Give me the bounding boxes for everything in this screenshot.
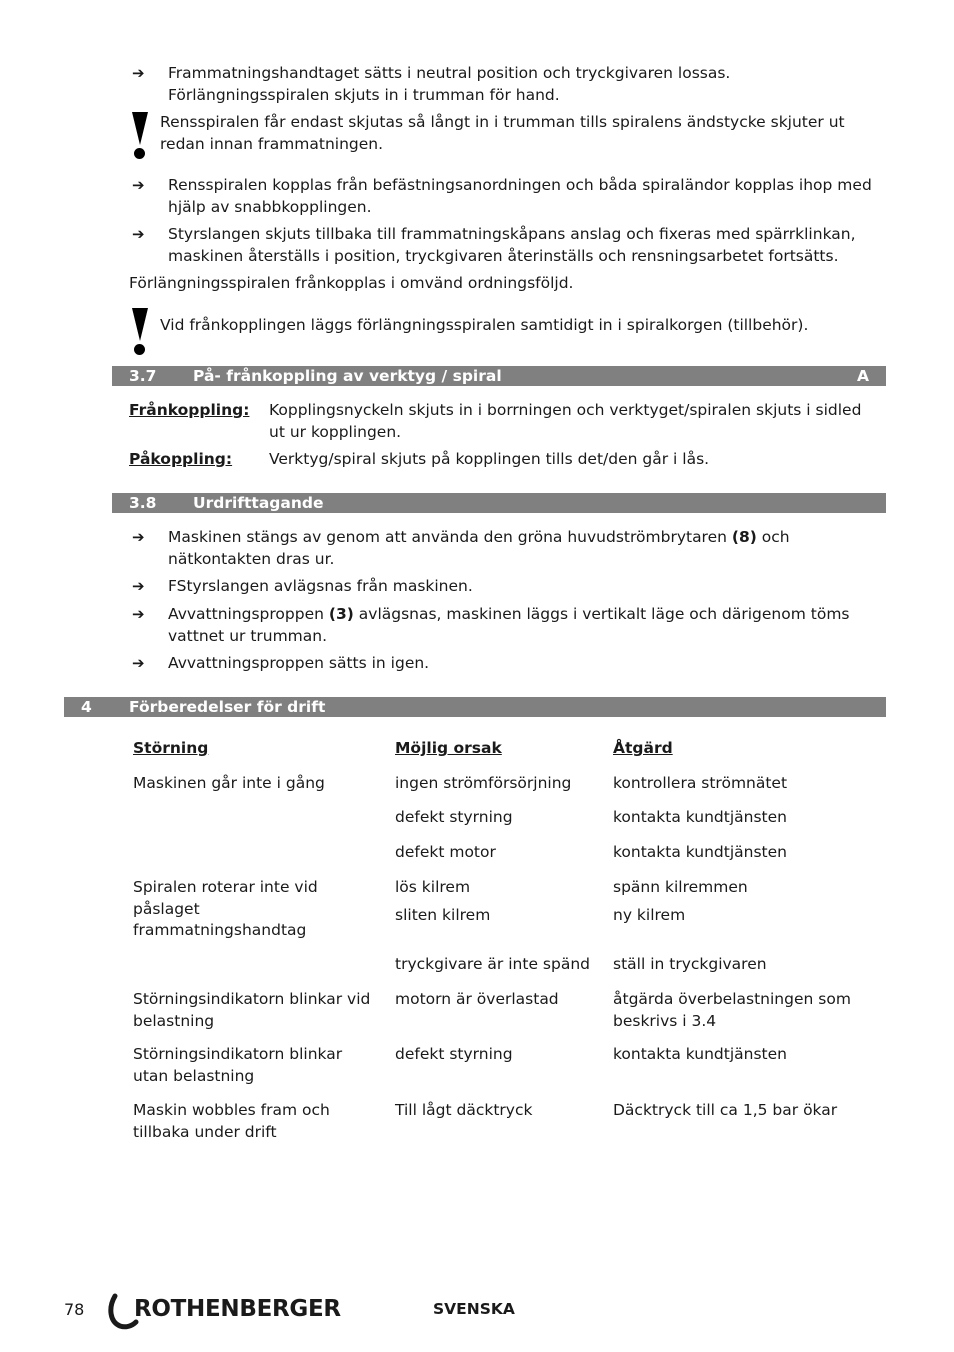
bullet-text: Styrslangen skjuts tillbaka till frammatningskåpans anslag och fixeras med spärrklinkan, maskinen återställs i position, tryckgivaren återinställs och rensningsarbetet fortsätts. — [168, 225, 856, 265]
table-cell: tryckgivare är inte spänd — [395, 955, 590, 973]
bullet-text: Rensspiralen kopplas från befästningsanordningen och båda spiraländor kopplas ihop med hjälp av snabbkopplingen. — [168, 176, 872, 216]
arrow-icon: ➔ — [132, 654, 145, 672]
table-cell: kontakta kundtjänsten — [613, 1045, 787, 1063]
table-cell: Störningsindikatorn blinkar vid belastning — [133, 990, 371, 1030]
arrow-icon: ➔ — [132, 528, 145, 546]
bullet-text — [168, 527, 818, 570]
table-cell: Maskinen går inte i gång — [133, 774, 325, 792]
arrow-icon: ➔ — [132, 64, 145, 82]
term-label: Påkoppling: — [129, 450, 233, 468]
reference-number: (8) — [731, 528, 757, 546]
brand-logo-text: ROTHENBERGER — [134, 1296, 341, 1322]
section-heading-3-8 — [112, 493, 886, 513]
table-cell: ställ in tryckgivaren — [613, 955, 767, 973]
table-header: Möjlig orsak — [395, 739, 502, 757]
section-heading-4 — [64, 697, 886, 717]
table-cell: Störningsindikatorn blinkar utan belastning — [133, 1045, 343, 1085]
section-title: Urdrifttagande — [193, 494, 324, 512]
warning-icon — [131, 112, 149, 159]
paragraph: Förlängningsspiralen frånkopplas i omvänd ordningsföljd. — [129, 274, 574, 292]
bullet-text-part: och nätkontakten dras ur. — [168, 528, 790, 568]
table-cell: åtgärda överbelastningen som beskrivs i 3.4 — [613, 990, 851, 1030]
table-cell: sliten kilrem — [395, 906, 491, 924]
term-label: Frånkoppling: — [129, 401, 250, 419]
section-number: 4 — [81, 698, 92, 716]
table-cell: ingen strömförsörjning — [395, 774, 572, 792]
term-description: Kopplingsnyckeln skjuts in i borrningen och verktyget/spiralen skjuts i sidled ut ur kopplingen. — [269, 401, 862, 441]
arrow-icon: ➔ — [132, 176, 145, 194]
arrow-icon: ➔ — [132, 225, 145, 243]
table-cell: Spiralen roterar inte vid påslaget frammatningshandtag — [133, 878, 318, 939]
table-header: Åtgärd — [613, 739, 673, 757]
bullet-text-part: avlägsnas, maskinen läggs i vertikalt läge och därigenom töms vattnet ur trumman. — [168, 605, 850, 645]
warning-text: Vid frånkopplingen läggs förlängningsspiralen samtidigt in i spiralkorgen (tillbehör). — [160, 316, 809, 334]
table-cell: kontakta kundtjänsten — [613, 843, 787, 861]
table-header: Störning — [133, 739, 209, 757]
section-title: Förberedelser för drift — [129, 698, 326, 716]
table-cell: motorn är överlastad — [395, 990, 559, 1008]
table-cell: kontakta kundtjänsten — [613, 808, 787, 826]
section-title: På- frånkoppling av verktyg / spiral — [193, 367, 502, 385]
language-label: SVENSKA — [433, 1300, 515, 1318]
bullet-text: Avvattningsproppen sätts in igen. — [168, 654, 430, 672]
bullet-text-part: Avvattningsproppen — [168, 605, 329, 623]
page-number: 78 — [64, 1300, 85, 1319]
section-number: 3.8 — [129, 494, 157, 512]
table-cell: spänn kilremmen — [613, 878, 748, 896]
section-number: 3.7 — [129, 367, 157, 385]
reference-number: (3) — [328, 605, 354, 623]
table-cell: Däcktryck till ca 1,5 bar ökar — [613, 1101, 838, 1119]
arrow-icon: ➔ — [132, 605, 145, 623]
table-cell: Maskin wobbles fram och tillbaka under drift — [133, 1101, 330, 1141]
table-cell: kontrollera strömnätet — [613, 774, 788, 792]
warning-icon — [131, 308, 149, 355]
table-cell: Till lågt däcktryck — [395, 1101, 533, 1119]
section-tag: A — [857, 367, 869, 385]
table-cell: defekt styrning — [395, 1045, 513, 1063]
table-cell: lös kilrem — [395, 878, 471, 896]
table-cell: defekt styrning — [395, 808, 513, 826]
table-cell: ny kilrem — [613, 906, 686, 924]
section-heading-3-7 — [112, 366, 886, 386]
warning-text: Rensspiralen får endast skjutas så långt in i trumman tills spiralens ändstycke skjuter ut redan innan frammatningen. — [160, 113, 845, 153]
bullet-text — [168, 604, 858, 647]
bullet-text: Frammatningshandtaget sätts i neutral position och tryckgivaren lossas. Förlängningsspiralen skjuts in i trumman för hand. — [168, 64, 731, 104]
term-description: Verktyg/spiral skjuts på kopplingen tills det/den går i lås. — [269, 450, 710, 468]
bullet-text: FStyrslangen avlägsnas från maskinen. — [168, 577, 473, 595]
bullet-text-part: Maskinen stängs av genom att använda den gröna huvudströmbrytaren — [168, 528, 732, 546]
table-cell: defekt motor — [395, 843, 496, 861]
arrow-icon: ➔ — [132, 577, 145, 595]
